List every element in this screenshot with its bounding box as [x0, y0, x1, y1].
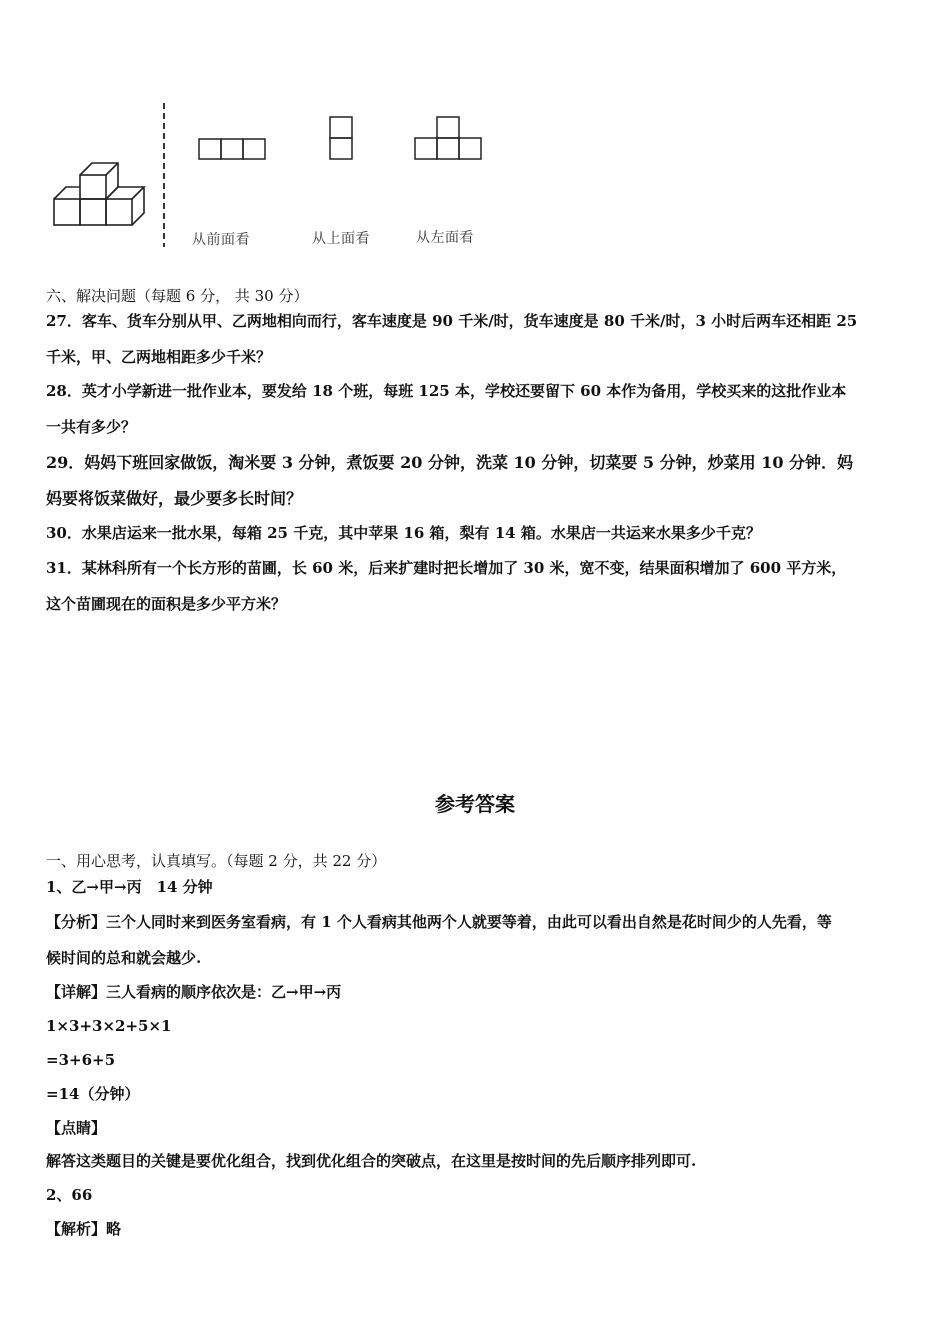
answers-section1-heading: 一、用心思考，认真填写。（每题 2 分，共 22 分）	[46, 852, 387, 870]
q27-line1: 27．客车、货车分别从甲、乙两地相向而行，客车速度是 90 千米/时，货车速度是 80 千米/时，3 小时后两车还相距 25	[46, 312, 858, 330]
answer1-point-label: 【点睛】	[46, 1119, 107, 1137]
answers-title: 参考答案	[435, 792, 515, 816]
answer1-detail: 【详解】三人看病的顺序依次是：乙→甲→丙	[46, 983, 342, 1001]
top-view	[330, 117, 352, 159]
section6-heading: 六、解决问题（每题 6 分， 共 30 分）	[46, 287, 309, 305]
q30-line1: 30．水果店运来一批水果，每箱 25 千克，其中苹果 16 箱，梨有 14 箱。水果店一共运来水果多少千克？	[46, 524, 761, 542]
answer1-analysis-line2: 候时间的总和就会越少.	[46, 949, 202, 967]
q28-line2: 一共有多少？	[46, 418, 137, 436]
q28-line1: 28．英才小学新进一批作业本，要发给 18 个班，每班 125 本，学校还要留下 60 本作为备用，学校买来的这批作业本	[46, 382, 847, 400]
answer1-calc3: =14（分钟）	[46, 1085, 140, 1103]
answer1-analysis-line1: 【分析】三个人同时来到医务室看病，有 1 个人看病其他两个人就要等着，由此可以看出自然是花时间少的人先看，等	[46, 913, 832, 931]
answer2-analysis: 【解析】略	[46, 1220, 122, 1238]
q27-line2: 千米，甲、乙两地相距多少千米？	[46, 348, 272, 366]
q29-line2: 妈要将饭菜做好，最少要多长时间？	[46, 489, 303, 508]
three-view-figure	[40, 95, 510, 255]
left-view	[415, 117, 481, 159]
q31-line1: 31．某林科所有一个长方形的苗圃，长 60 米，后来扩建时把长增加了 30 米，宽不变，结果面积增加了 600 平方米，	[46, 559, 847, 577]
cube-stack	[54, 163, 144, 225]
answer1-calc2: =3+6+5	[46, 1051, 116, 1069]
q29-line1: 29．妈妈下班回家做饭，淘米要 3 分钟，煮饭要 20 分钟，洗菜 10 分钟，切菜要 5 分钟，炒菜用 10 分钟．妈	[46, 453, 854, 472]
answer2-head: 2、66	[46, 1186, 93, 1204]
answer1-head: 1、乙→甲→丙 14 分钟	[46, 878, 213, 896]
front-view-label: 从前面看	[192, 232, 250, 248]
front-view	[199, 139, 265, 159]
answer1-calc1: 1×3+3×2+5×1	[46, 1017, 172, 1035]
left-view-label: 从左面看	[416, 230, 474, 246]
q31-line2: 这个苗圃现在的面积是多少平方米？	[46, 595, 287, 613]
answer1-point-text: 解答这类题目的关键是要优化组合，找到优化组合的突破点，在这里是按时间的先后顺序排列即可.	[46, 1152, 697, 1170]
top-view-label: 从上面看	[312, 231, 370, 247]
